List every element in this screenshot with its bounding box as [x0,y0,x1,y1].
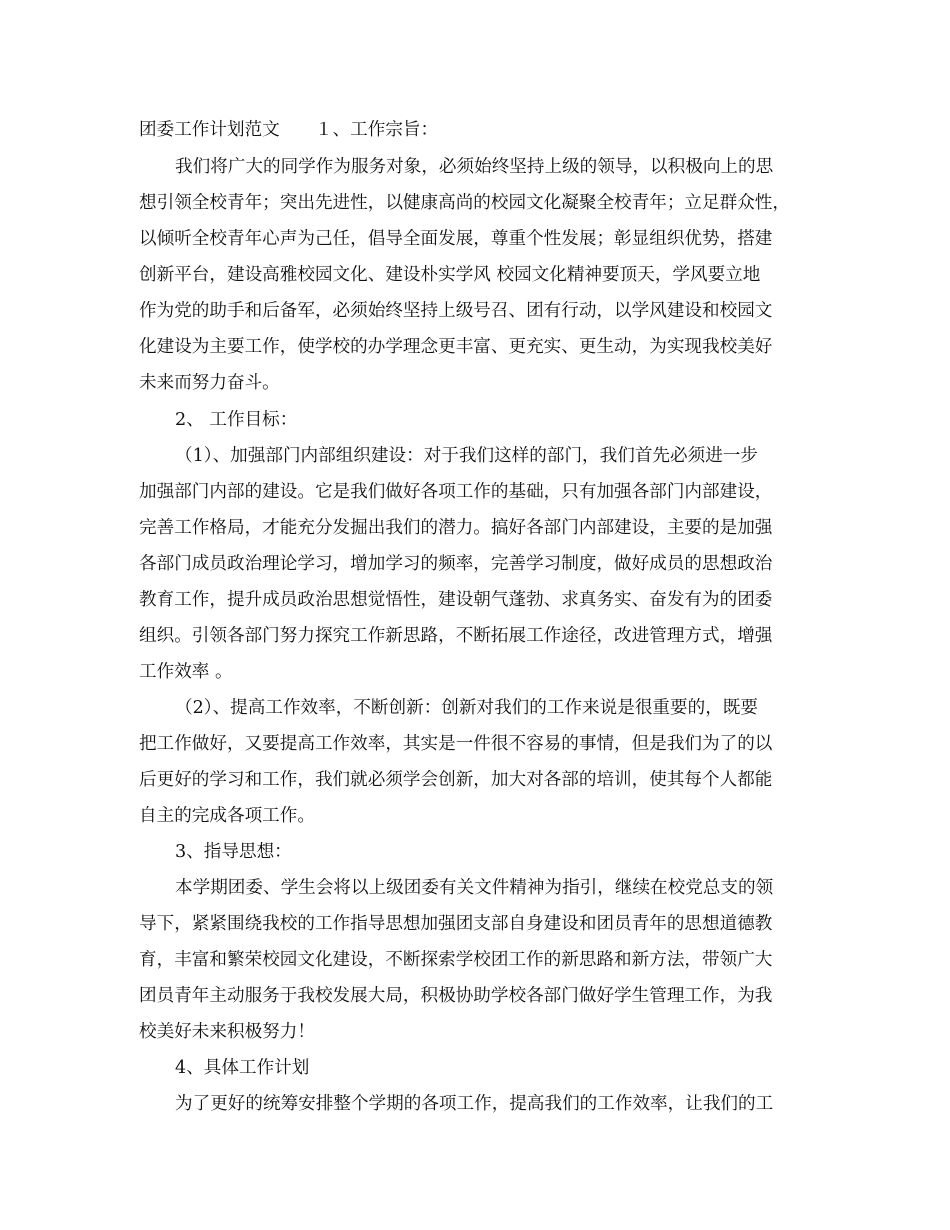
paragraph-line: 未来而努力奋斗。 [139,373,280,393]
paragraph-line: 组织。引领各部门努力探究工作新思路，不断拓展工作途径，改进管理方式，增强 [139,626,773,646]
paragraph-line: 育，丰富和繁荣校园文化建设，不断探索学校团工作的新思路和新方法，带领广大 [139,950,773,970]
paragraph-line: 把工作做好，又要提高工作效率，其实是一件很不容易的事情，但是我们为了的以 [139,734,773,754]
paragraph-line: 完善工作格局，才能充分发掘出我们的潜力。搞好各部门内部建设，主要的是加强 [139,518,773,538]
paragraph-line: 导下，紧紧围绕我校的工作指导思想加强团支部自身建设和团员青年的思想道德教 [139,914,773,934]
paragraph-line: 想引领全校青年；突出先进性，以健康高尚的校园文化凝聚全校青年；立足群众性， [139,193,790,213]
section-heading: 4、具体工作计划 [175,1058,310,1078]
paragraph-line: 创新平台，建设高雅校园文化、建设朴实学风 校园文化精神要顶天，学风要立地 [139,265,761,285]
paragraph-line: 自主的完成各项工作。 [139,806,315,826]
paragraph-line: （2）、提高工作效率，不断创新：创新对我们的工作来说是很重要的，既要 [175,698,758,718]
paragraph-line: 作为党的助手和后备军，必须始终坚持上级号召、团有行动，以学风建设和校园文 [139,301,773,321]
paragraph-line: 后更好的学习和工作，我们就必须学会创新，加大对各部的培训，使其每个人都能 [139,770,773,790]
paragraph-line: 以倾听全校青年心声为己任，倡导全面发展，尊重个性发展；彰显组织优势，搭建 [139,229,773,249]
paragraph-line: 为了更好的统筹安排整个学期的各项工作，提高我们的工作效率，让我们的工 [175,1094,774,1114]
paragraph-line: 各部门成员政治理论学习，增加学习的频率，完善学习制度，做好成员的思想政治 [139,554,773,574]
paragraph-line: 加强部门内部的建设。它是我们做好各项工作的基础，只有加强各部门内部建设， [139,482,773,502]
paragraph-line: （1）、加强部门内部组织建设：对于我们这样的部门，我们首先必须进一步 [175,446,758,466]
paragraph-line: 本学期团委、学生会将以上级团委有关文件精神为指引，继续在校党总支的领 [175,878,774,898]
section-heading: 3、指导思想： [175,842,292,862]
paragraph-line: 工作效率 。 [139,662,233,682]
paragraph-line: 教育工作，提升成员政治思想觉悟性，建设朝气蓬勃、求真务实、奋发有为的团委 [139,590,773,610]
paragraph-line: 团员青年主动服务于我校发展大局，积极协助学校各部门做好学生管理工作，为我 [139,986,773,1006]
section-heading: 2、 工作目标： [175,410,298,430]
document-heading: 团委工作计划范文 １、工作宗旨： [139,120,439,140]
paragraph-line: 我们将广大的同学作为服务对象，必须始终坚持上级的领导，以积极向上的思 [175,157,774,177]
paragraph-line: 校美好未来积极努力！ [139,1022,315,1042]
paragraph-line: 化建设为主要工作，使学校的办学理念更丰富、更充实、更生动，为实现我校美好 [139,337,773,357]
